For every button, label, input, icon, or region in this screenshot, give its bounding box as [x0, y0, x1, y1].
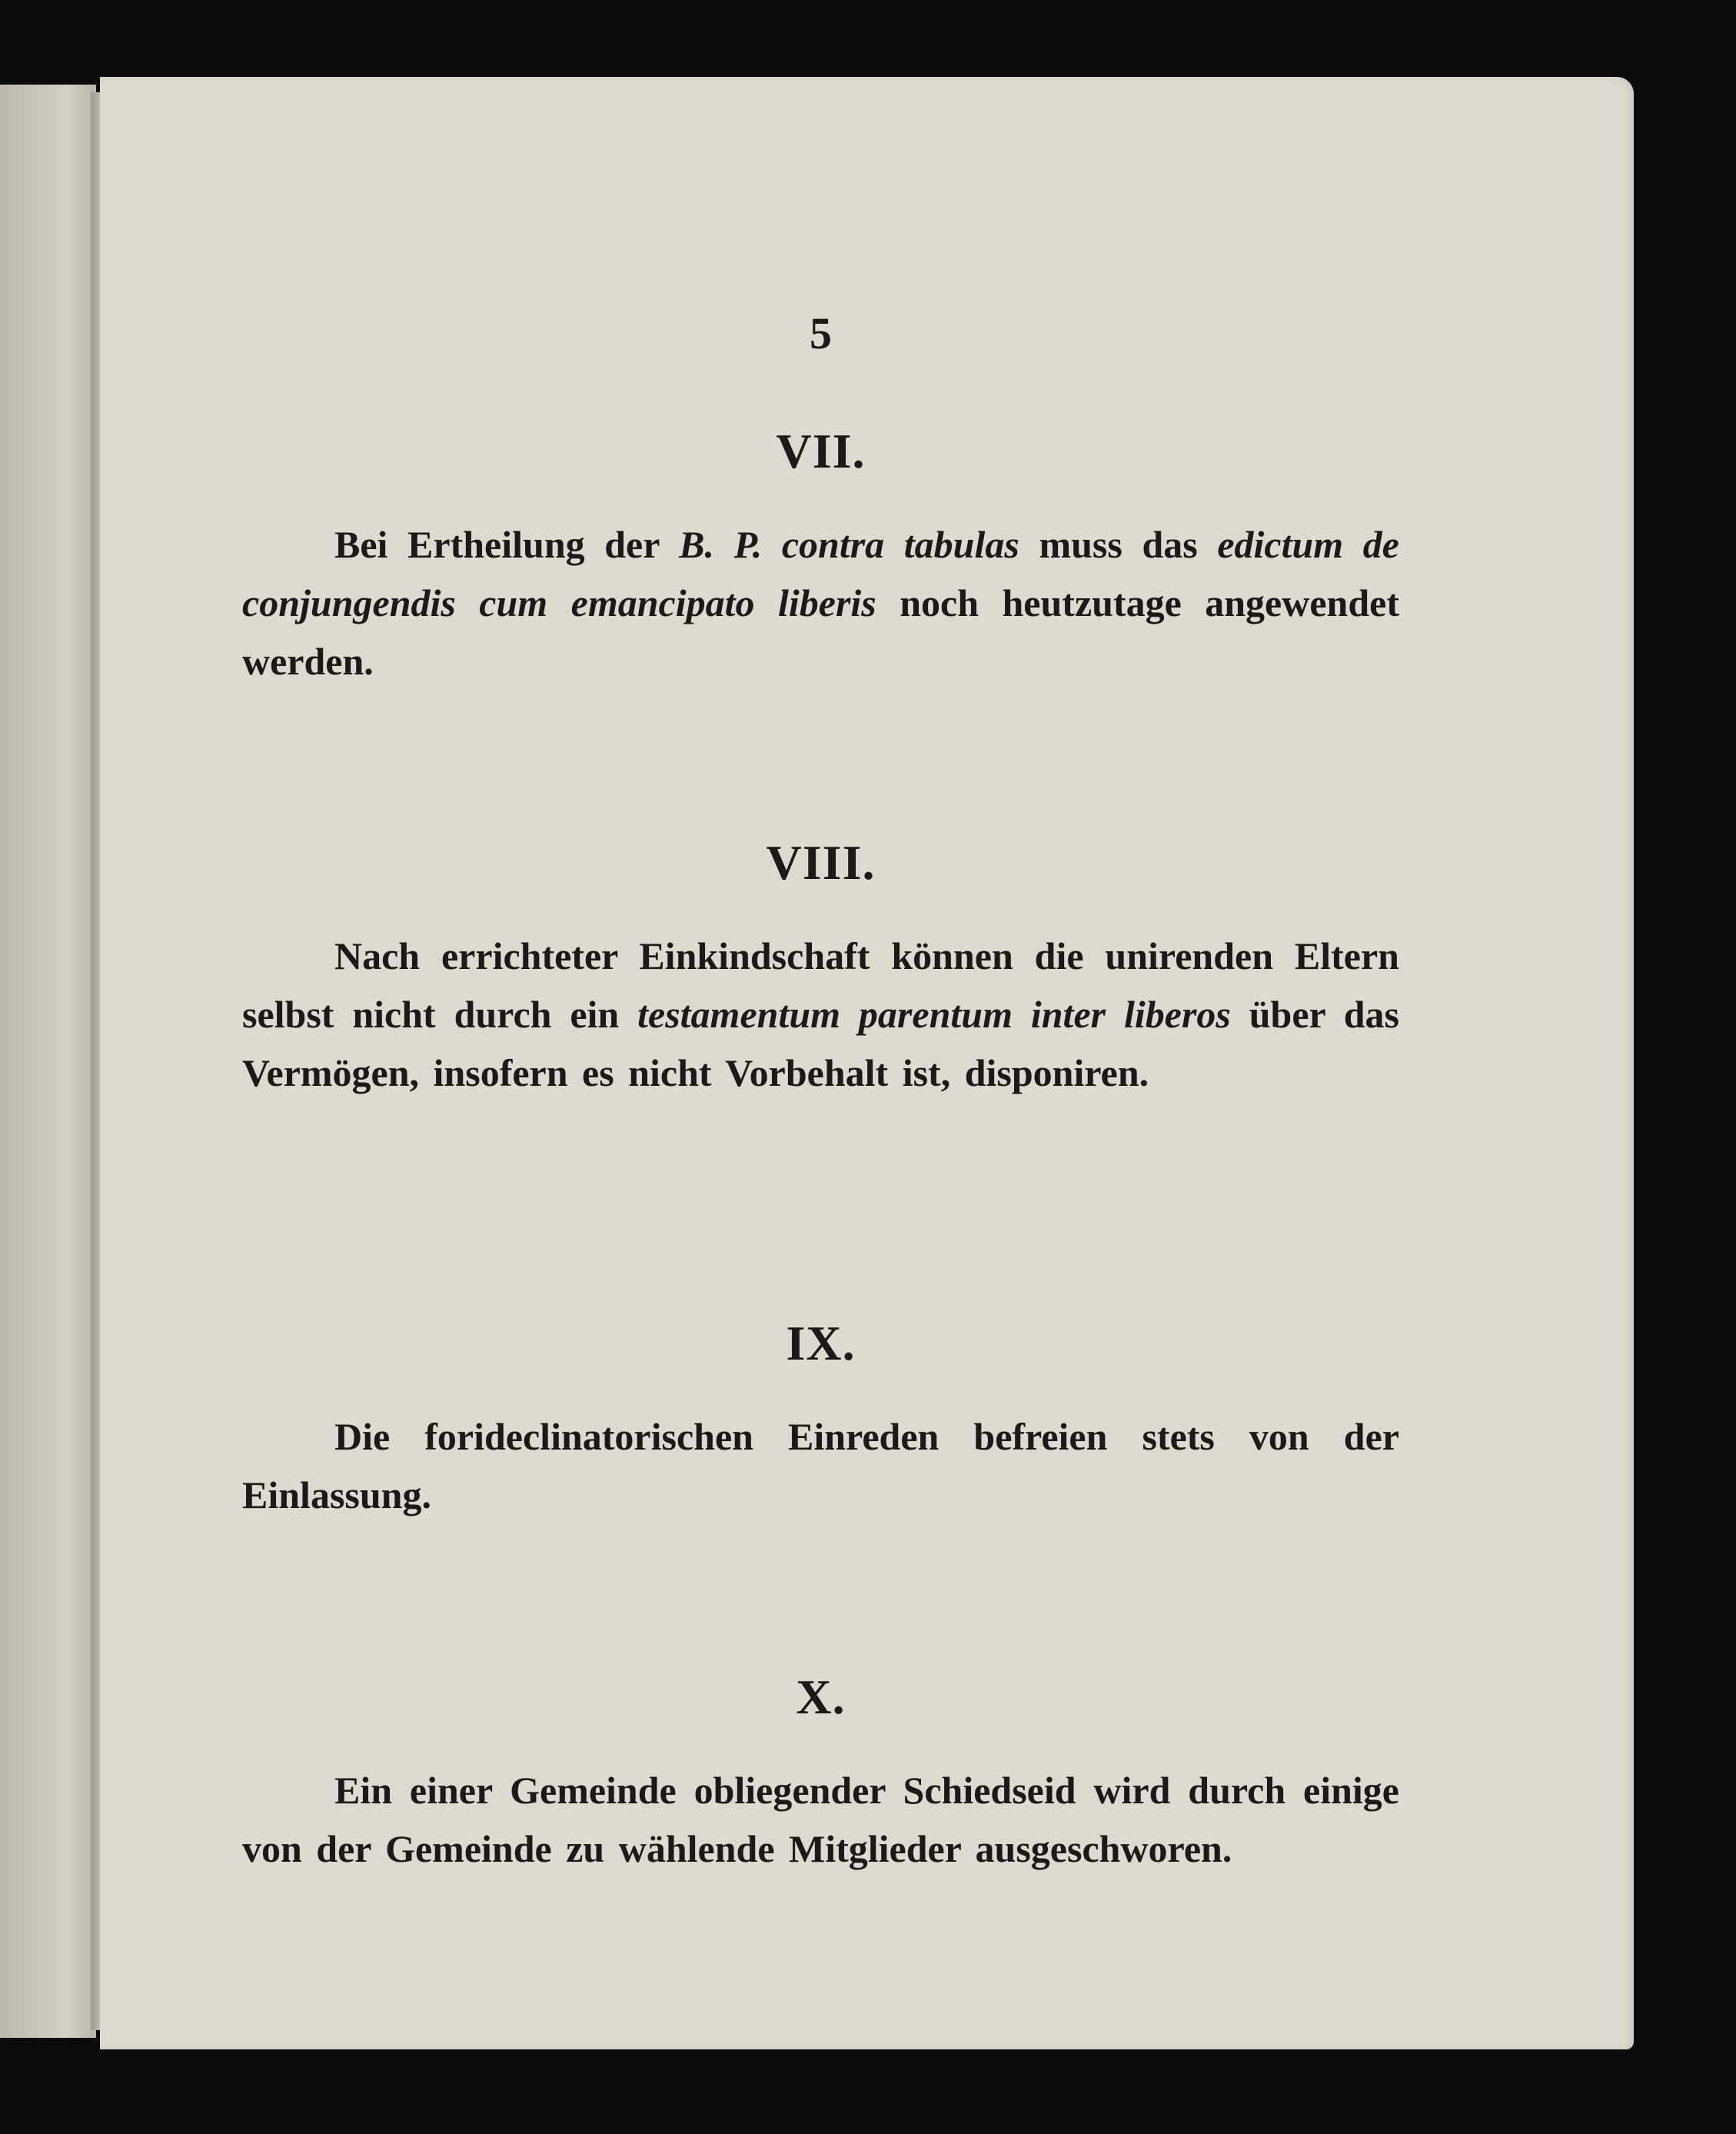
section-text-viii	[242, 927, 1399, 1102]
section-text-ix	[242, 1407, 1399, 1524]
latin-term: testamentum parentum inter liberos	[637, 993, 1231, 1036]
page-number: 5	[810, 308, 832, 358]
text-run: Die forideclinatorischen Einreden befreien stets von der Einlassung.	[242, 1415, 1399, 1516]
latin-term: B. P. contra tabulas	[679, 523, 1019, 566]
text-run: Bei Ertheilung der	[334, 523, 680, 566]
book-page	[100, 77, 1634, 2049]
section-heading-vii: VII.	[776, 424, 866, 478]
previous-page-edge	[0, 85, 96, 2038]
section-heading-viii: VIII.	[766, 835, 876, 890]
latin-term: edictum de conjungendis cum emancipato liberis	[242, 523, 1399, 624]
section-heading-x: X.	[796, 1670, 846, 1724]
text-run: noch heutzutage angewendet werden.	[242, 581, 1399, 683]
text-run: Nach errichteter Einkindschaft können die unirenden Eltern selbst nicht durch ein	[242, 934, 1399, 1036]
section-text-vii	[242, 515, 1399, 691]
text-run: Ein einer Gemeinde obliegender Schiedseid wird durch einige von der Gemeinde zu wählende Mitglieder ausgeschworen.	[242, 1769, 1399, 1870]
text-run: über das Vermögen, insofern es nicht Vorbehalt ist, disponiren.	[242, 993, 1399, 1094]
text-run: muss das	[1019, 523, 1218, 566]
page-content	[242, 235, 1399, 2003]
section-heading-ix: IX.	[786, 1316, 856, 1370]
section-text-x	[242, 1761, 1399, 1878]
